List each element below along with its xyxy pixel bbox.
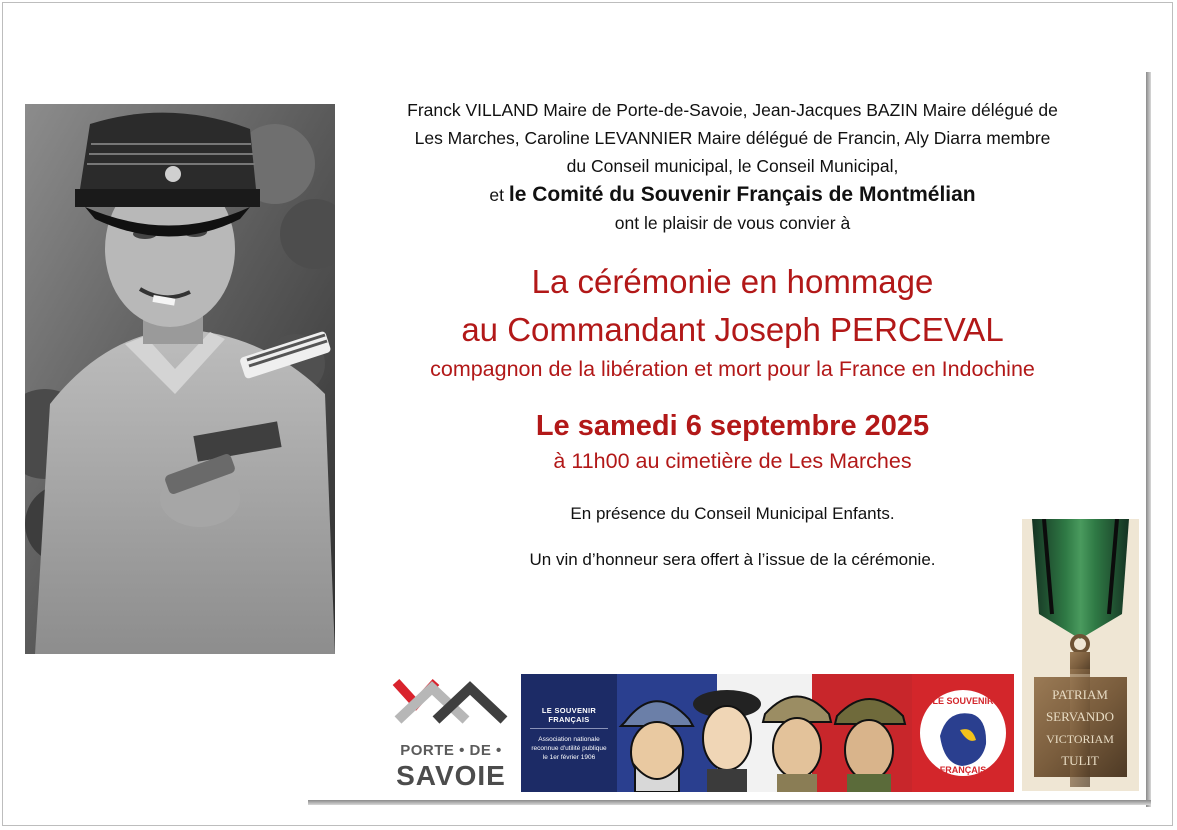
- medal-line-1: PATRIAM: [1052, 687, 1108, 702]
- souvenir-francais-description: [521, 735, 617, 762]
- souvenir-francais-brand-panel: [521, 674, 617, 792]
- ceremony-title-line-2: au Commandant Joseph PERCEVAL: [461, 311, 1004, 348]
- souvenir-francais-brand: LE SOUVENIR FRANÇAIS: [541, 706, 597, 724]
- medal-line-4: TULIT: [1061, 753, 1099, 768]
- porte-de-savoie-line-1: PORTE • DE •: [400, 742, 502, 759]
- intro-line-2: Les Marches, Caroline LEVANNIER Maire délégué de Francin, Aly Diarra membre: [414, 128, 1051, 148]
- reception-note: Un vin d’honneur sera offert à l’issue de la cérémonie.: [529, 550, 936, 569]
- desc-line-2: reconnue d'utilité publique: [531, 745, 607, 752]
- porte-de-savoie-chevrons-icon: [386, 672, 516, 742]
- committee-line: [345, 180, 1120, 210]
- porte-de-savoie-line-2: SAVOIE: [396, 760, 506, 791]
- souvenir-francais-badge-panel: [912, 674, 1014, 792]
- intro-line-3: du Conseil municipal, le Conseil Municipal,: [566, 156, 899, 176]
- ceremony-title-line-1: La cérémonie en hommage: [531, 263, 934, 300]
- medal-line-2: SERVANDO: [1045, 709, 1115, 724]
- ceremony-title: [345, 258, 1120, 354]
- presence-note: En présence du Conseil Municipal Enfants.: [570, 504, 895, 523]
- souvenir-francais-banner: [521, 674, 1014, 792]
- medal-line-3: VICTORIAM: [1046, 732, 1114, 746]
- and-word: et: [489, 185, 504, 205]
- desc-line-3: le 1er février 1906: [542, 754, 596, 761]
- committee-name: le Comité du Souvenir Français de Montmélian: [508, 183, 976, 206]
- desc-line-1: Association nationale: [538, 736, 600, 743]
- invitation-text: [345, 96, 1120, 572]
- card-shadow-right: [1146, 72, 1151, 807]
- intro-paragraph: [345, 96, 1120, 180]
- brand-divider: [530, 728, 608, 729]
- card-shadow-bottom: [308, 800, 1151, 805]
- portrait-photo: [25, 104, 335, 654]
- soldiers-illustration: [617, 674, 912, 792]
- ceremony-subtitle: compagnon de la libération et mort pour la France en Indochine: [430, 357, 1035, 381]
- event-date: Le samedi 6 septembre 2025: [535, 410, 930, 442]
- resistance-medal: [1022, 519, 1139, 791]
- porte-de-savoie-logo: [386, 672, 516, 792]
- badge-text-top: LE SOUVENIR: [932, 696, 994, 706]
- event-time-place: à 11h00 au cimetière de Les Marches: [553, 449, 912, 473]
- invite-line: ont le plaisir de vous convier à: [614, 213, 851, 233]
- intro-line-1: Franck VILLAND Maire de Porte-de-Savoie, Jean-Jacques BAZIN Maire délégué de: [407, 100, 1058, 120]
- badge-text-bottom: FRANÇAIS: [939, 765, 987, 775]
- souvenir-francais-badge-icon: [912, 674, 1014, 792]
